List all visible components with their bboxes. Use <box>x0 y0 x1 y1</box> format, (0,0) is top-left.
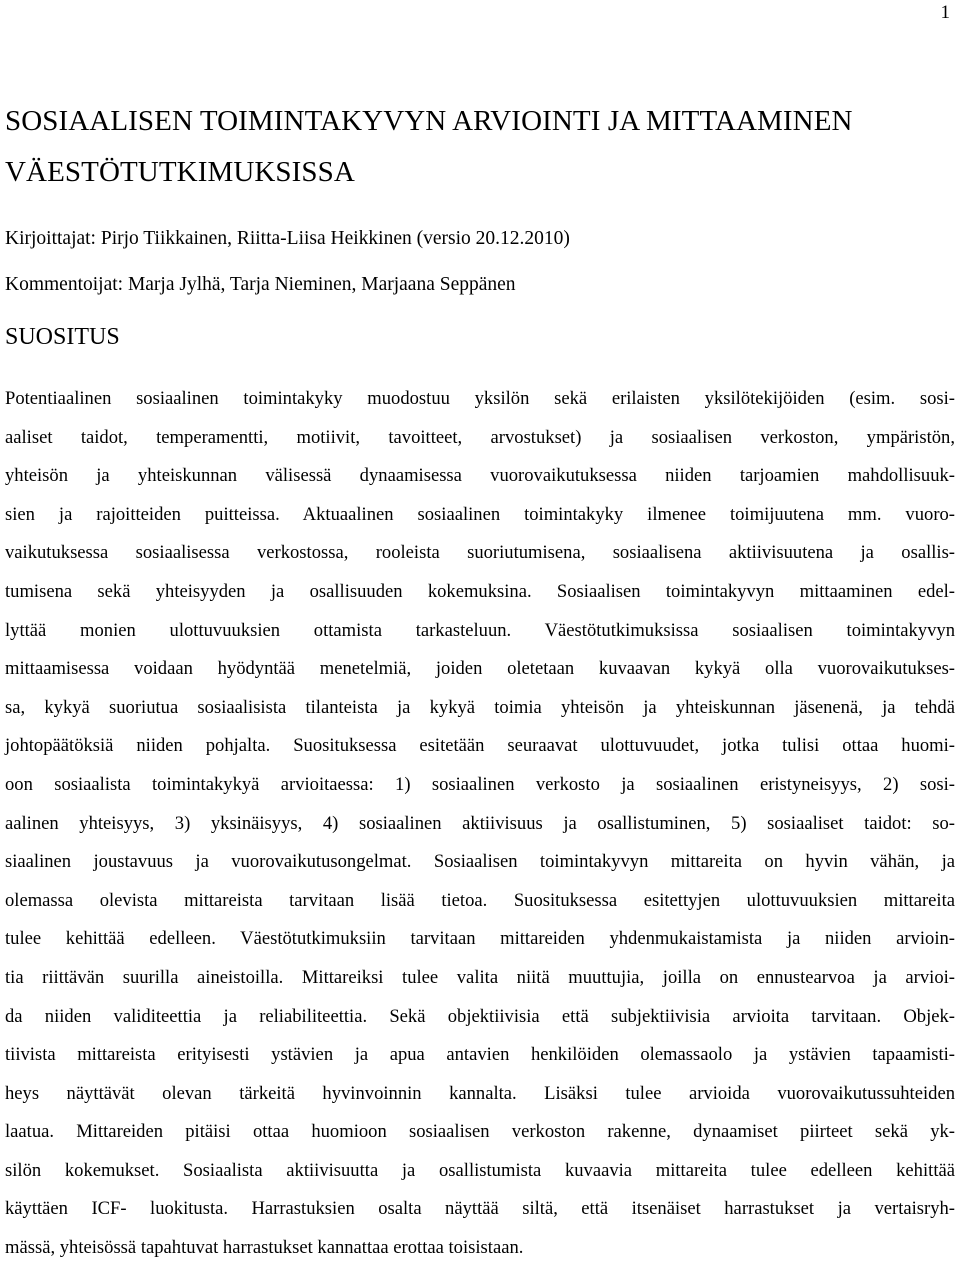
body-line: silön kokemukset. Sosiaalista aktiivisuutta ja osallistumista kuvaavia mittareita tulee edelleen kehittää <box>5 1159 955 1181</box>
body-line: heys näyttävät olevan tärkeitä hyvinvoinnin kannalta. Lisäksi tulee arvioida vuorovaikutussuhteiden <box>5 1082 955 1104</box>
body-line: da niiden validiteettia ja reliabiliteettia. Sekä objektiivisia että subjektiivisia arvioita tarvitaan. Objek- <box>5 1005 955 1027</box>
body-line: sa, kykyä suoriutua sosiaalisista tilanteista ja kykyä toimia yhteisön ja yhteiskunnan jäsenenä, ja tehdä <box>5 696 955 718</box>
section-heading: SUOSITUS <box>5 324 120 350</box>
body-line: tiivista mittareista erityisesti ystävien ja apua antavien henkilöiden olemassaolo ja ystävien tapaamisti- <box>5 1044 955 1066</box>
body-paragraph <box>5 386 955 1274</box>
body-line: johtopäätöksiä niiden pohjalta. Suosituksessa esitetään seuraavat ulottuvuudet, jotka tulisi ottaa huomi- <box>5 735 955 757</box>
document-title <box>5 96 955 198</box>
title-line: VÄESTÖTUTKIMUKSISSA <box>5 156 355 188</box>
body-line: tulee kehittää edelleen. Väestötutkimuksiin tarvitaan mittareiden yhdenmukaistamista ja niiden arvioin- <box>5 928 955 950</box>
body-line: olemassa olevista mittareista tarvitaan lisää tietoa. Suosituksessa esitettyjen ulottuvuuksien mittareita <box>5 889 955 911</box>
body-line: vaikutuksessa sosiaalisessa verkostossa, rooleista suoriutumisena, sosiaalisena aktiivisuutena ja osallis- <box>5 542 955 564</box>
commentators-line: Kommentoijat: Marja Jylhä, Tarja Nieminen, Marjaana Seppänen <box>5 274 516 295</box>
page-number: 1 <box>940 2 950 23</box>
body-line: lyttää monien ulottuvuuksien ottamista tarkasteluun. Väestötutkimuksissa sosiaalisen toimintakyvyn <box>5 619 955 641</box>
body-line: aaliset taidot, temperamentti, motiivit, tavoitteet, arvostukset) ja sosiaalisen verkoston, ympäristön, <box>5 426 955 448</box>
body-line: mässä, yhteisössä tapahtuvat harrastukset kannattaa erottaa toisistaan. <box>5 1237 524 1259</box>
body-line: siaalinen joustavuus ja vuorovaikutusongelmat. Sosiaalisen toimintakyvyn mittareita on hyvin vähän, ja <box>5 851 955 873</box>
body-line: tia riittävän suurilla aineistoilla. Mittareiksi tulee valita niitä muuttujia, joilla on ennustearvoa ja arvioi- <box>5 966 955 988</box>
body-line: laatua. Mittareiden pitäisi ottaa huomioon sosiaalisen verkoston rakenne, dynaamiset piirteet sekä yk- <box>5 1121 955 1143</box>
body-line: Potentiaalinen sosiaalinen toimintakyky muodostuu yksilön sekä erilaisten yksilötekijöiden (esim. sosi- <box>5 388 955 409</box>
body-line: oon sosiaalista toimintakykyä arvioitaessa: 1) sosiaalinen verkosto ja sosiaalinen eristyneisyys, 2) sosi- <box>5 773 955 795</box>
body-line: yhteisön ja yhteiskunnan välisessä dynaamisessa vuorovaikutuksessa niiden tarjoamien mahdollisuuk- <box>5 465 955 487</box>
body-line: aalinen yhteisyys, 3) yksinäisyys, 4) sosiaalinen aktiivisuus ja osallistuminen, 5) sosiaaliset taidot: so- <box>5 812 955 834</box>
body-line: mittaamisessa voidaan hyödyntää menetelmiä, joiden oletetaan kuvaavan kykyä olla vuorovaikutukses- <box>5 658 955 680</box>
body-line: käyttäen ICF- luokitusta. Harrastuksien osalta näyttää siltä, että itsenäiset harrastukset ja vertaisryh- <box>5 1198 955 1220</box>
body-line: tumisena sekä yhteisyyden ja osallisuuden kokemuksina. Sosiaalisen toimintakyvyn mittaaminen edel- <box>5 580 955 602</box>
authors-line: Kirjoittajat: Pirjo Tiikkainen, Riitta-Liisa Heikkinen (versio 20.12.2010) <box>5 228 570 249</box>
title-line: SOSIAALISEN TOIMINTAKYVYN ARVIOINTI JA MITTAAMINEN <box>5 105 853 137</box>
body-line: sien ja rajoitteiden puitteissa. Aktuaalinen sosiaalinen toimintakyky ilmenee toimijuutena mm. vuoro- <box>5 503 955 525</box>
